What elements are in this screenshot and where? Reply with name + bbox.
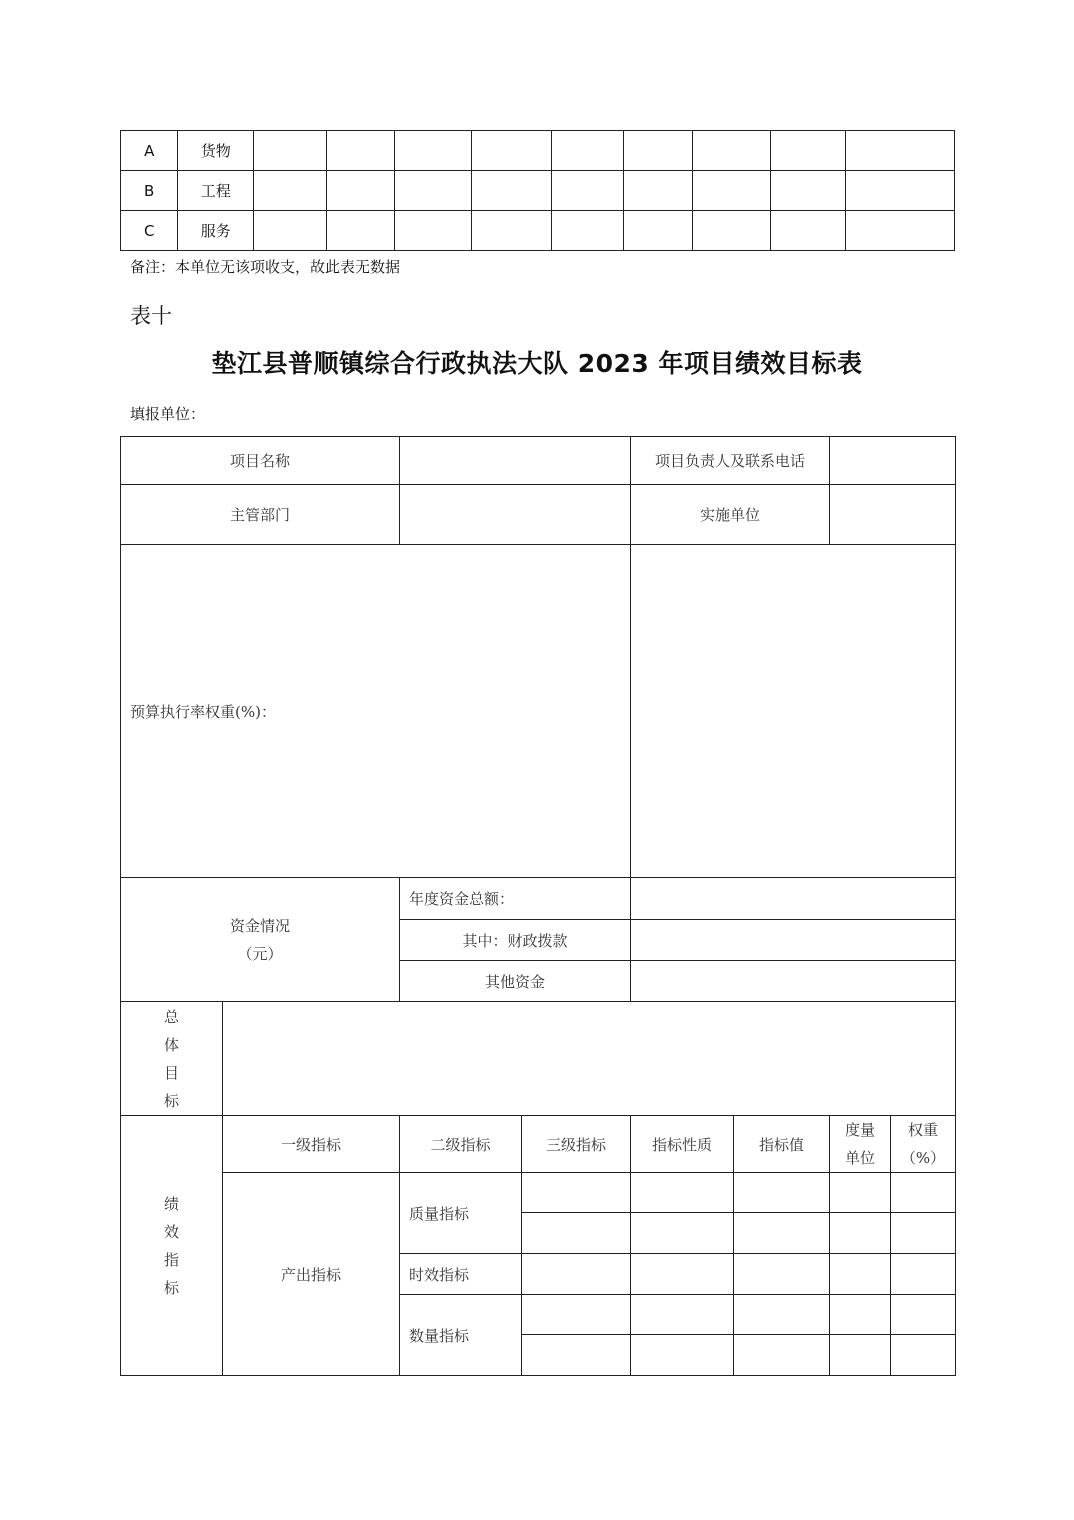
project-leader-value (830, 437, 956, 485)
header-unit: 度量 单位 (830, 1116, 891, 1173)
header-level3: 三级指标 (522, 1116, 631, 1173)
output-indicator: 产出指标 (223, 1173, 400, 1376)
supervising-dept-label: 主管部门 (121, 485, 400, 545)
table-row (121, 878, 956, 920)
fill-unit-label: 填报单位： (130, 405, 206, 423)
table-row (121, 211, 955, 251)
document-title: 垫江县普顺镇综合行政执法大队 2023 年项目绩效目标表 (211, 349, 863, 378)
table-note: 备注：本单位无该项收支，故此表无数据 (130, 258, 401, 276)
quantity-indicator: 数量指标 (400, 1295, 522, 1376)
table-row (121, 1173, 956, 1213)
budget-rate-value (631, 545, 956, 878)
row-name: 工程 (178, 171, 254, 211)
overall-goal-label: 总 体 目 标 (121, 1002, 223, 1116)
other-funds-label: 其他资金 (400, 961, 631, 1002)
table-row (121, 171, 955, 211)
header-level2: 二级指标 (400, 1116, 522, 1173)
funding-label: 资金情况 （元） (121, 878, 400, 1002)
project-name-label: 项目名称 (121, 437, 400, 485)
project-name-value (400, 437, 631, 485)
implementing-unit-label: 实施单位 (631, 485, 830, 545)
budget-rate-weight: 预算执行率权重(%)： (121, 545, 631, 878)
project-leader-label: 项目负责人及联系电话 (631, 437, 830, 485)
performance-indicator-label: 绩 效 指 标 (121, 1116, 223, 1376)
table-row (121, 437, 956, 485)
header-nature: 指标性质 (631, 1116, 734, 1173)
timeliness-indicator: 时效指标 (400, 1254, 522, 1295)
supervising-dept-value (400, 485, 631, 545)
table-row (121, 131, 955, 171)
row-code: B (121, 171, 178, 211)
annual-total-label: 年度资金总额： (400, 878, 631, 920)
implementing-unit-value (830, 485, 956, 545)
performance-target-table (120, 436, 956, 1376)
row-name: 货物 (178, 131, 254, 171)
header-value: 指标值 (734, 1116, 830, 1173)
other-funds-value (631, 961, 956, 1002)
table-row (121, 485, 956, 545)
row-code: A (121, 131, 178, 171)
table-row (121, 1002, 956, 1116)
fiscal-allocation-value (631, 920, 956, 961)
header-level1: 一级指标 (223, 1116, 400, 1173)
header-weight: 权重 （%） (891, 1116, 956, 1173)
overall-goal-value (223, 1002, 956, 1116)
table-row (121, 1116, 956, 1173)
row-code: C (121, 211, 178, 251)
annual-total-value (631, 878, 956, 920)
table-row (121, 545, 956, 878)
table-number: 表十 (130, 304, 172, 328)
fiscal-allocation-label: 其中：财政拨款 (400, 920, 631, 961)
quality-indicator: 质量指标 (400, 1173, 522, 1254)
row-name: 服务 (178, 211, 254, 251)
procurement-table (120, 130, 955, 251)
